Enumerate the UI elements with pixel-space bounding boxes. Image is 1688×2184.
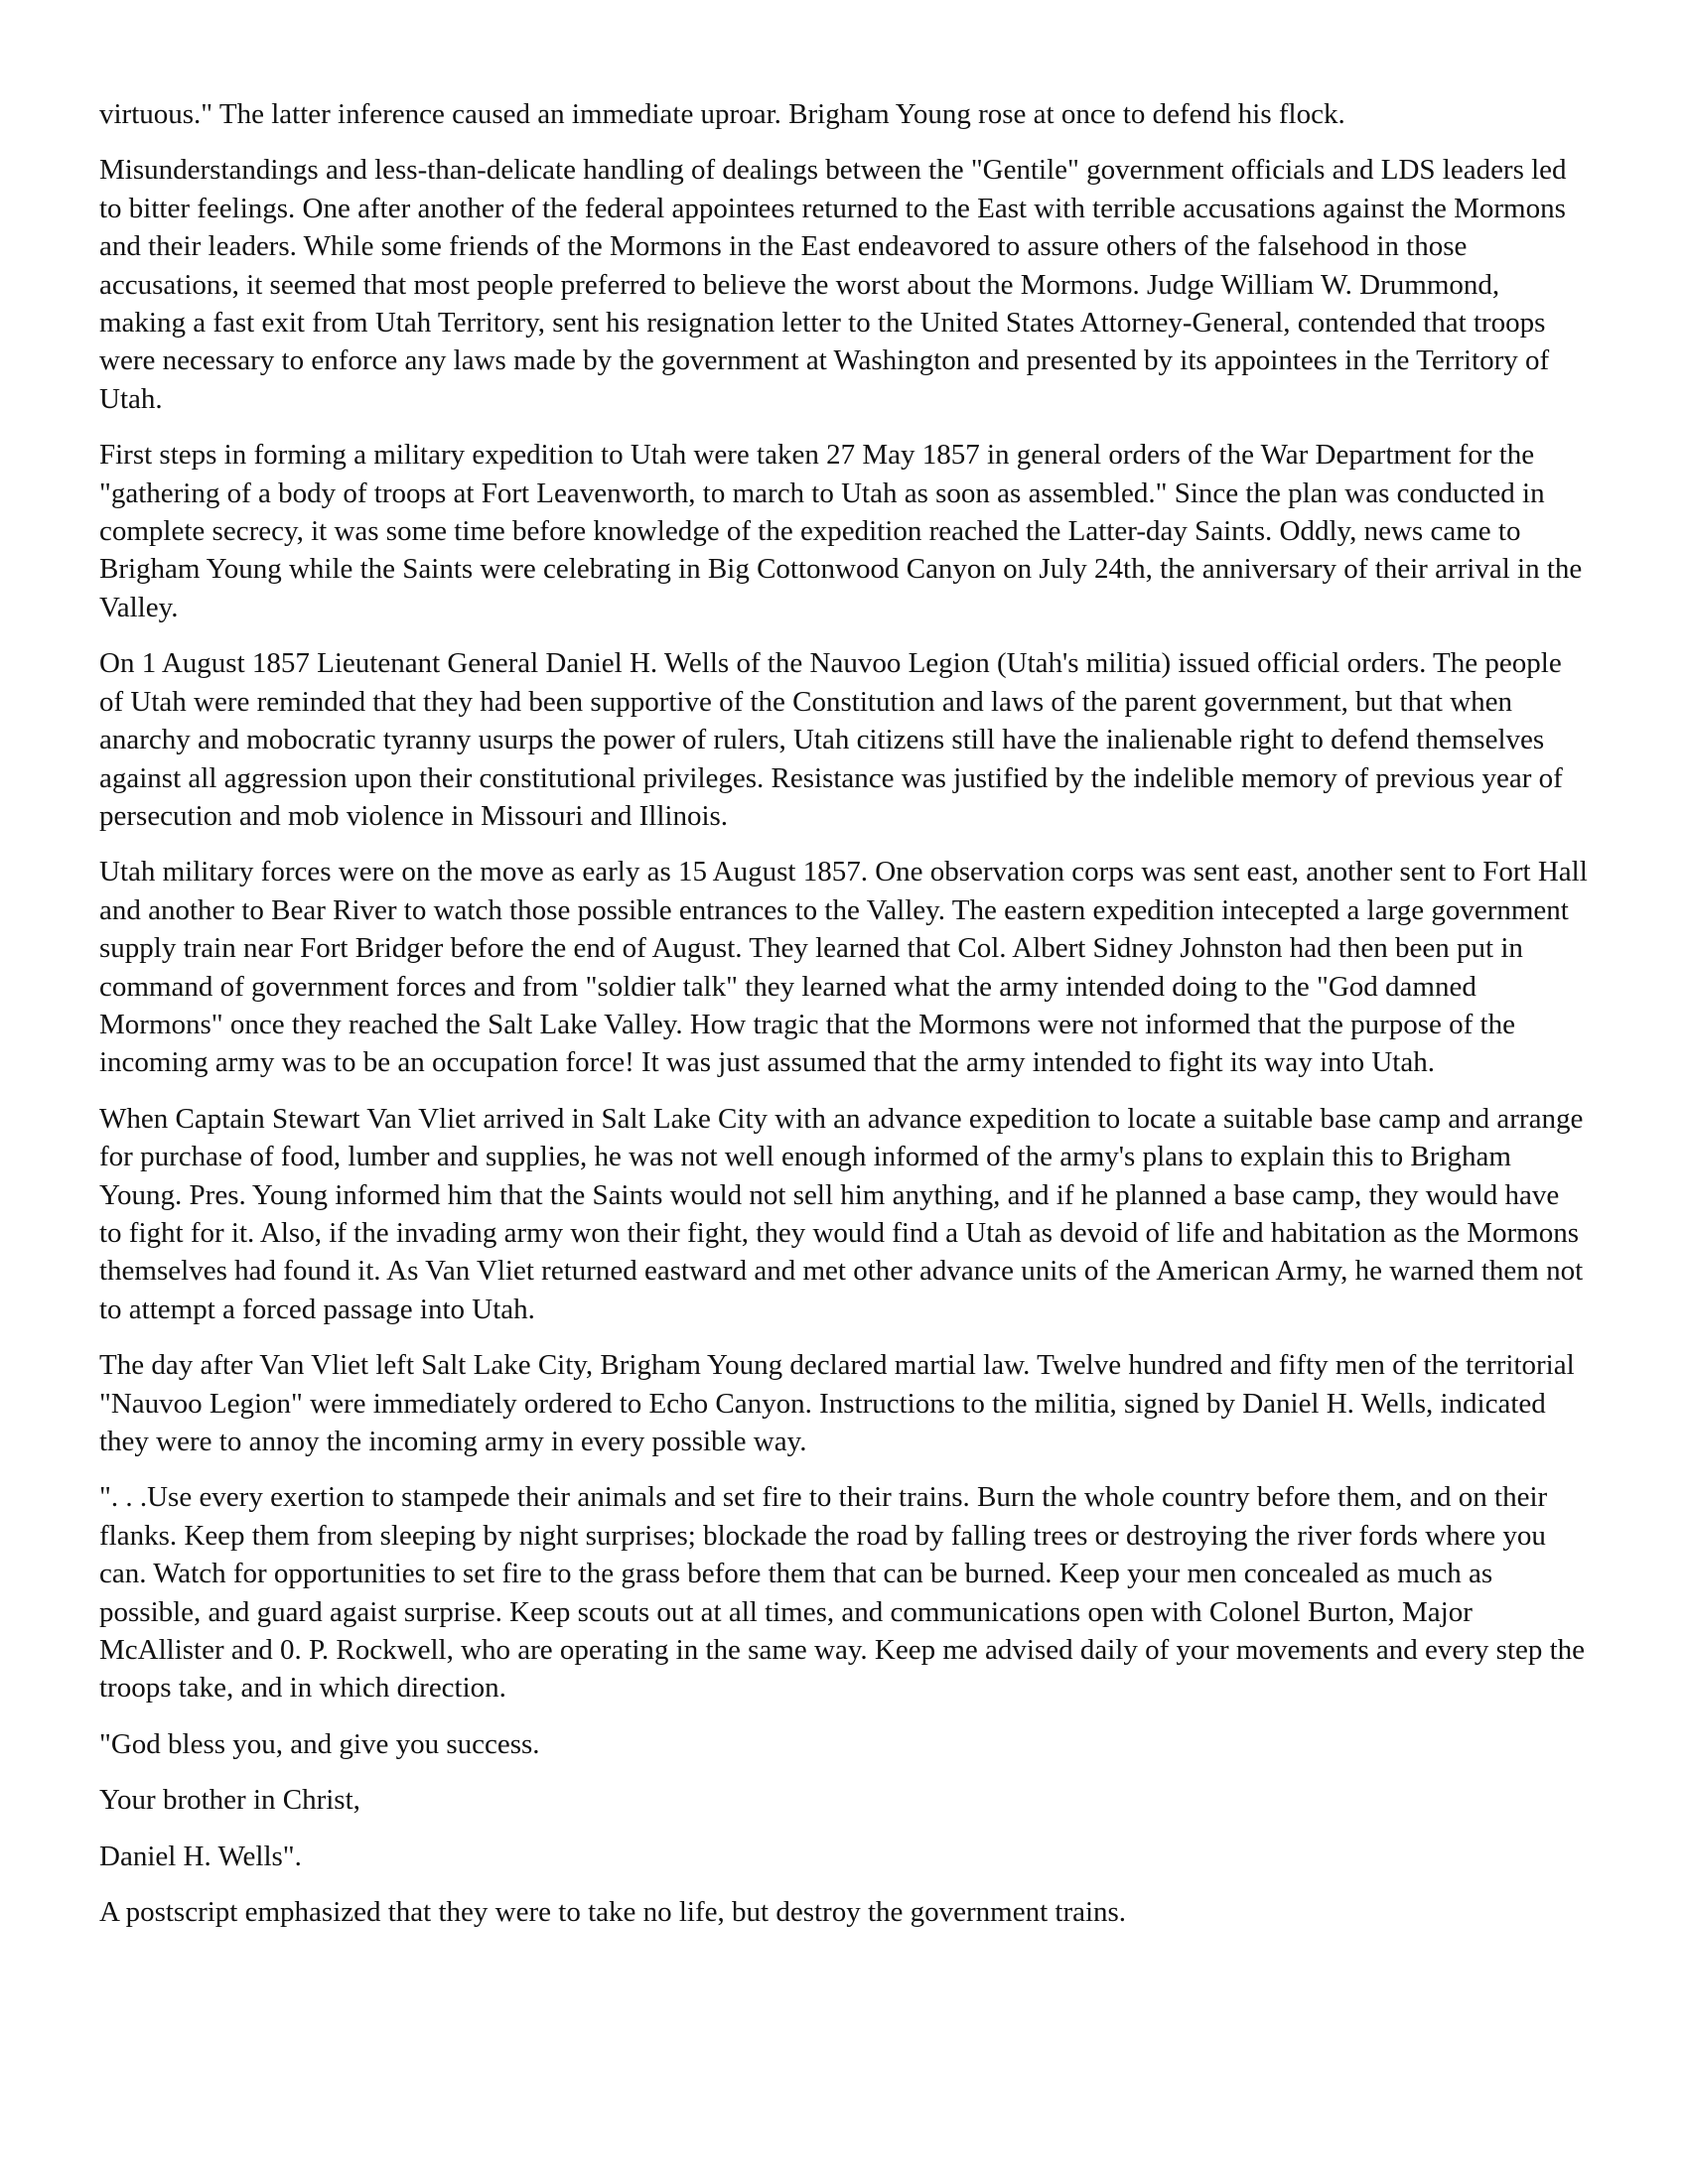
- letter-closing: Your brother in Christ,: [99, 1784, 360, 1817]
- paragraph-6: When Captain Stewart Van Vliet arrived in Salt Lake City with an advance expedition to locate a suitable base camp and arrange for purchase of food, lumber and supplies, he was not well enough informed of the army's plans to explain this to Brigham Young. Pres. Young informed him that the Saints would not sell him anything, and if he planned a base camp, they would have to fight for it. Also, if the invading army won their fight, they would find a Utah as devoid of life and habitation as the Mormons themselves had found it. As Van Vliet returned eastward and met other advance units of the American Army, he warned them not to attempt a forced passage into Utah.: [99, 1102, 1584, 1325]
- paragraph-3: First steps in forming a military expedition to Utah were taken 27 May 1857 in general orders of the War Department for the "gathering of a body of troops at Fort Leavenworth, to march to Utah as soon as assembled." Since the plan was conducted in complete secrecy, it was some time before knowledge of the expedition reached the Latter-day Saints. Oddly, news came to Brigham Young while the Saints were celebrating in Big Cottonwood Canyon on July 24th, the anniversary of their arrival in the Valley.: [99, 439, 1583, 623]
- paragraph-4: On 1 August 1857 Lieutenant General Daniel H. Wells of the Nauvoo Legion (Utah's militia) issued official orders. The people of Utah were reminded that they had been supportive of the Constitution and laws of the parent government, but that when anarchy and mobocratic tyranny usurps the power of rulers, Utah citizens still have the inalienable right to defend themselves against all aggression upon their constitutional privileges. Resistance was justified by the indelible memory of previous year of persecution and mob violence in Missouri and Illinois.: [99, 647, 1563, 832]
- postscript-paragraph: A postscript emphasized that they were to take no life, but destroy the government trains.: [99, 1896, 1127, 1929]
- letter-blessing: "God bless you, and give you success.: [99, 1727, 540, 1760]
- quoted-instructions: ". . .Use every exertion to stampede their animals and set fire to their trains. Burn the whole country before them, and on their flanks. Keep them from sleeping by night surprises; blockade the road by falling trees or destroying the river fords where you can. Watch for opportunities to set fire to the grass before them that can be burned. Keep your men concealed as much as possible, and guard agaist surprise. Keep scouts out at all times, and communications open with Colonel Burton, Major McAllister and 0. P. Rockwell, who are operating in the same way. Keep me advised daily of your movements and every step the troops take, and in which direction.: [99, 1481, 1586, 1705]
- letter-signature: Daniel H. Wells".: [99, 1840, 302, 1872]
- paragraph-1: virtuous." The latter inference caused an immediate uproar. Brigham Young rose at once to defend his flock.: [99, 98, 1345, 130]
- paragraph-2: Misunderstandings and less-than-delicate handling of dealings between the "Gentile" government officials and LDS leaders led to bitter feelings. One after another of the federal appointees returned to the East with terrible accusations against the Mormons and their leaders. While some friends of the Mormons in the East endeavored to assure others of the falsehood in those accusations, it seemed that most people preferred to believe the worst about the Mormons. Judge William W. Drummond, making a fast exit from Utah Territory, sent his resignation letter to the United States Attorney-General, contended that troops were necessary to enforce any laws made by the government at Washington and presented by its appointees in the Territory of Utah.: [99, 154, 1567, 415]
- document-page: [99, 95, 1589, 1949]
- paragraph-7: The day after Van Vliet left Salt Lake City, Brigham Young declared martial law. Twelve hundred and fifty men of the territorial "Nauvoo Legion" were immediately ordered to Echo Canyon. Instructions to the militia, signed by Daniel H. Wells, indicated they were to annoy the incoming army in every possible way.: [99, 1349, 1575, 1457]
- paragraph-5: Utah military forces were on the move as early as 15 August 1857. One observation corps was sent east, another sent to Fort Hall and another to Bear River to watch those possible entrances to the Valley. The eastern expedition intecepted a large government supply train near Fort Bridger before the end of August. They learned that Col. Albert Sidney Johnston had then been put in command of government forces and from "soldier talk" they learned what the army intended doing to the "God damned Mormons" once they reached the Salt Lake Valley. How tragic that the Mormons were not informed that the purpose of the incoming army was to be an occupation force! It was just assumed that the army intended to fight its way into Utah.: [99, 856, 1588, 1079]
